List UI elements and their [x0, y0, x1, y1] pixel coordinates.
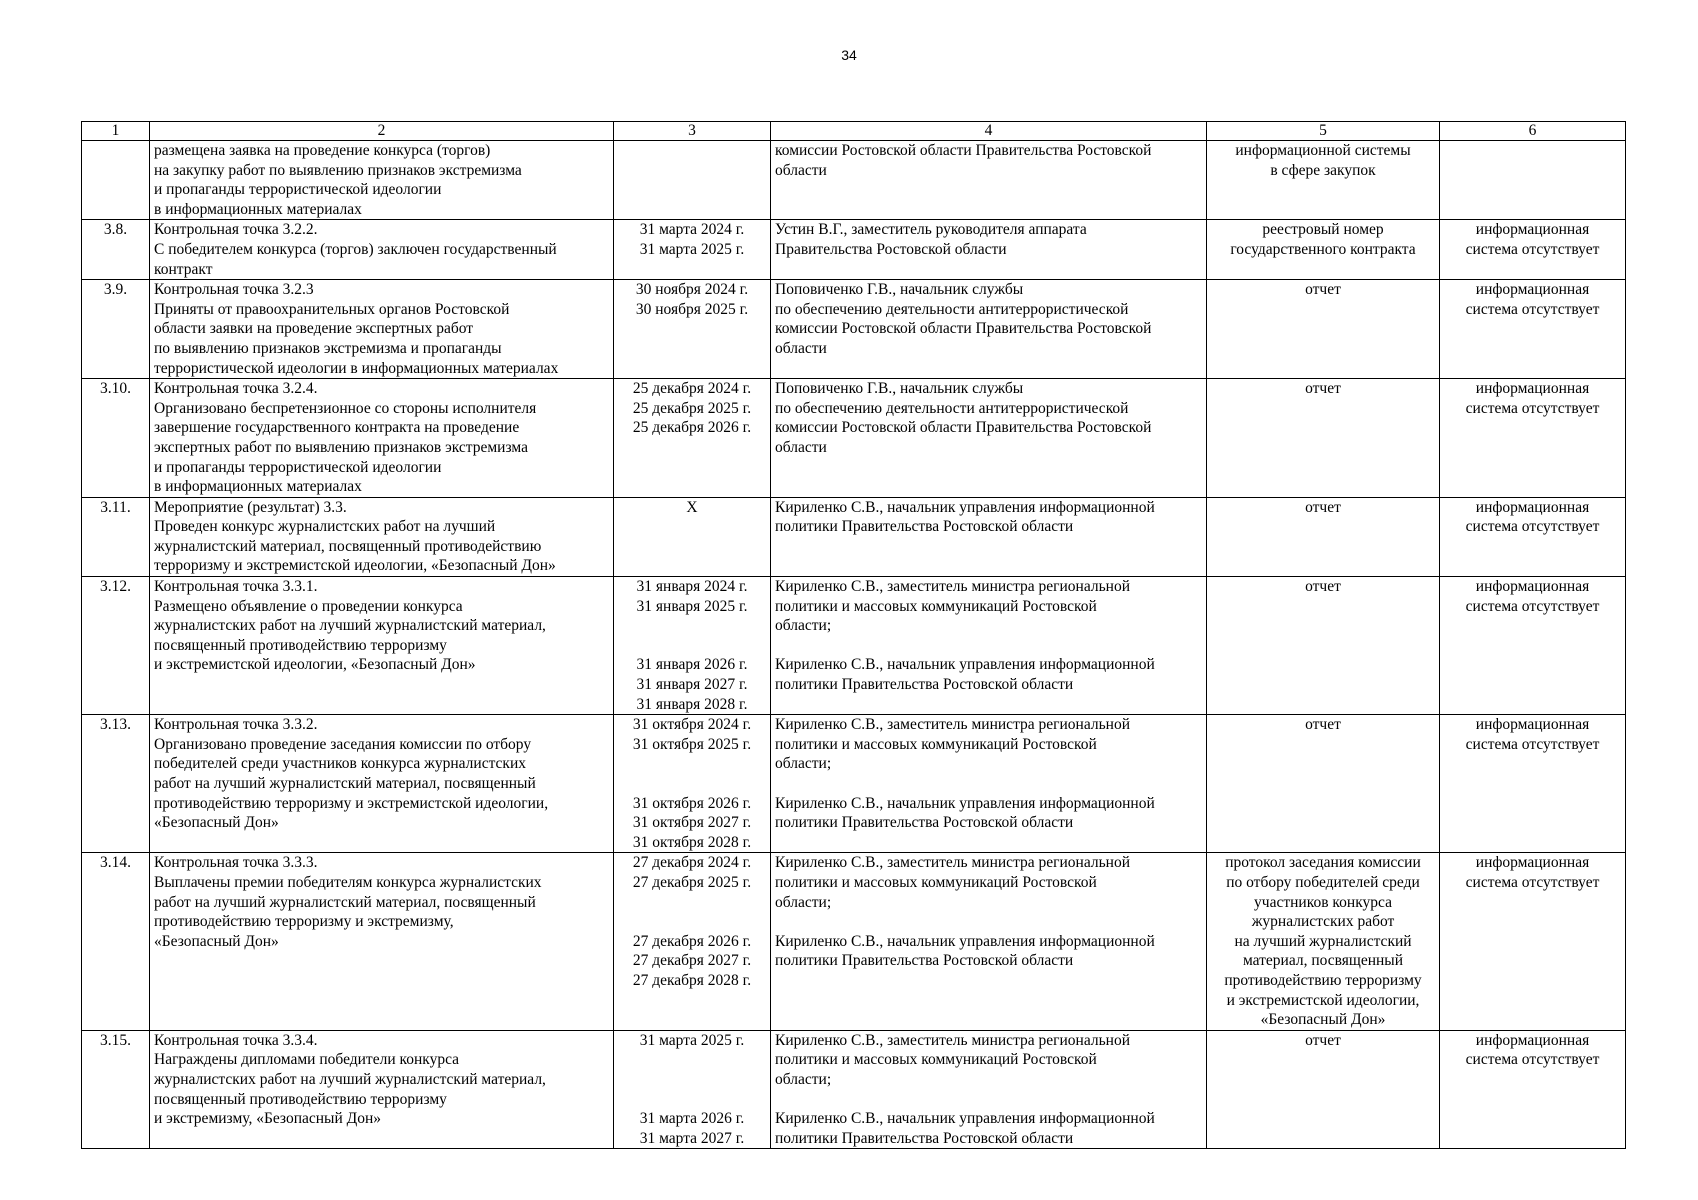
- cell-text-line: 27 декабря 2025 г.: [632, 873, 752, 891]
- cell-text-line: политики Правительства Ростовской области: [775, 518, 1074, 536]
- cell-text-line: 27 декабря 2028 г.: [632, 971, 752, 989]
- blank-line: [618, 774, 766, 794]
- cell-text-line: Кириленко С.В., начальник управления информационной: [775, 932, 1155, 950]
- result-document-cell: [1207, 853, 1440, 1030]
- cell-text-line: отчет: [1305, 1031, 1341, 1049]
- responsible-cell: [771, 220, 1207, 280]
- cell-text-line: Награждены дипломами победители конкурса: [154, 1051, 460, 1069]
- cell-text-line: реестровый номер: [1262, 221, 1384, 239]
- column-header: 4: [771, 122, 1207, 141]
- cell-text-line: информационная: [1475, 498, 1590, 516]
- cell-text-line: завершение государственного контракта на проведение: [154, 419, 520, 437]
- cell-text-line: комиссии Ростовской области Правительства Ростовской: [775, 320, 1152, 338]
- result-document-cell: [1207, 379, 1440, 498]
- blank-line: [618, 1090, 766, 1110]
- result-document-cell: [1207, 220, 1440, 280]
- cell-text-line: «Безопасный Дон»: [154, 932, 279, 950]
- cell-text-line: Проведен конкурс журналистских работ на лучший: [154, 518, 496, 536]
- cell-text-line: система отсутствует: [1465, 735, 1600, 753]
- cell-text-line: политики Правительства Ростовской области: [775, 676, 1074, 694]
- cell-text-line: Контрольная точка 3.3.1.: [154, 578, 318, 596]
- responsible-cell: [771, 1030, 1207, 1149]
- blank-line: [775, 912, 1202, 932]
- cell-text-line: экспертных работ по выявлению признаков экстремизма: [154, 438, 528, 456]
- row-number-cell: [82, 141, 150, 220]
- cell-text-line: победителей среди участников конкурса журналистских: [154, 755, 527, 773]
- event-description-cell: [150, 853, 614, 1030]
- table-row: [82, 220, 1626, 280]
- column-number-row: [82, 122, 1626, 141]
- deadline-cell: [614, 1030, 771, 1149]
- row-number-cell: 3.11.: [82, 497, 150, 576]
- responsible-cell: [771, 497, 1207, 576]
- blank-line: [618, 1070, 766, 1090]
- cell-text-line: Кириленко С.В., заместитель министра региональной: [775, 854, 1131, 872]
- cell-text-line: по отбору победителей среди: [1226, 873, 1420, 891]
- cell-text-line: журналистских работ на лучший журналистский материал,: [154, 617, 546, 635]
- responsible-cell: [771, 715, 1207, 853]
- information-system-cell: [1440, 577, 1626, 715]
- responsible-cell: [771, 379, 1207, 498]
- event-description-cell: [150, 141, 614, 220]
- cell-text-line: Кириленко С.В., заместитель министра региональной: [775, 716, 1131, 734]
- cell-text-line: 30 ноября 2025 г.: [635, 300, 749, 318]
- event-description-cell: [150, 379, 614, 498]
- blank-line: [618, 1050, 766, 1070]
- deadline-cell: [614, 280, 771, 379]
- blank-line: [618, 912, 766, 932]
- cell-text-line: 31 января 2028 г.: [636, 695, 748, 713]
- cell-text-line: Поповиченко Г.В., начальник службы: [775, 281, 1024, 299]
- information-system-cell: [1440, 280, 1626, 379]
- column-header: 5: [1207, 122, 1440, 141]
- column-header: 1: [82, 122, 150, 141]
- cell-text-line: 25 декабря 2024 г.: [632, 380, 752, 398]
- information-system-cell: [1440, 379, 1626, 498]
- cell-text-line: Кириленко С.В., заместитель министра региональной: [775, 578, 1131, 596]
- result-document-cell: [1207, 715, 1440, 853]
- cell-text-line: информационная: [1475, 221, 1590, 239]
- blank-line: [775, 1090, 1202, 1110]
- cell-text-line: журналистских работ: [1251, 913, 1395, 931]
- cell-text-line: 31 марта 2025 г.: [639, 240, 745, 258]
- cell-text-line: на лучший журналистский: [1234, 932, 1412, 950]
- cell-text-line: 27 декабря 2027 г.: [632, 952, 752, 970]
- table-row: [82, 577, 1626, 715]
- cell-text-line: журналистских работ на лучший журналистский материал,: [154, 1070, 546, 1088]
- cell-text-line: Мероприятие (результат) 3.3.: [154, 498, 347, 516]
- cell-text-line: система отсутствует: [1465, 399, 1600, 417]
- cell-text-line: С победителем конкурса (торгов) заключен государственный: [154, 240, 557, 258]
- cell-text-line: 31 октября 2027 г.: [632, 814, 752, 832]
- cell-text-line: и пропаганды террористической идеологии: [154, 181, 442, 199]
- cell-text-line: 31 января 2027 г.: [636, 676, 748, 694]
- cell-text-line: отчет: [1305, 281, 1341, 299]
- table-row: [82, 1030, 1626, 1149]
- cell-text-line: и экстремистской идеологии, «Безопасный Дон»: [154, 656, 476, 674]
- deadline-cell: [614, 577, 771, 715]
- cell-text-line: области: [775, 161, 827, 179]
- cell-text-line: 31 октября 2028 г.: [632, 833, 752, 851]
- cell-text-line: Поповиченко Г.В., начальник службы: [775, 380, 1024, 398]
- information-system-cell: [1440, 497, 1626, 576]
- cell-text-line: 31 января 2026 г.: [636, 656, 748, 674]
- result-document-cell: [1207, 1030, 1440, 1149]
- cell-text-line: по обеспечению деятельности антитеррористической: [775, 300, 1129, 318]
- cell-text-line: политики Правительства Ростовской области: [775, 952, 1074, 970]
- cell-text-line: отчет: [1305, 716, 1341, 734]
- cell-text-line: Кириленко С.В., начальник управления информационной: [775, 498, 1155, 516]
- cell-text-line: работ на лучший журналистский материал, посвященный: [154, 775, 536, 792]
- blank-line: [618, 616, 766, 636]
- cell-text-line: и экстремизму, «Безопасный Дон»: [154, 1110, 382, 1128]
- row-number-cell: 3.14.: [82, 853, 150, 1030]
- cell-text-line: информационной системы: [1235, 142, 1411, 159]
- responsible-cell: [771, 141, 1207, 220]
- information-system-cell: [1440, 853, 1626, 1030]
- cell-text-line: Выплачены премии победителям конкурса журналистских: [154, 873, 542, 891]
- deadline-cell: [614, 141, 771, 220]
- cell-text-line: система отсутствует: [1465, 240, 1600, 258]
- cell-text-line: политики Правительства Ростовской области: [775, 1129, 1074, 1147]
- deadline-cell: [614, 715, 771, 853]
- responsible-cell: [771, 853, 1207, 1030]
- plan-table: [81, 121, 1626, 1149]
- column-header: 6: [1440, 122, 1626, 141]
- cell-text-line: 31 марта 2024 г.: [639, 221, 745, 239]
- cell-text-line: посвященный противодействию терроризму: [154, 636, 447, 654]
- cell-text-line: терроризму и экстремистской идеологии, «Безопасный Дон»: [154, 557, 556, 575]
- cell-text-line: области: [775, 438, 827, 456]
- cell-text-line: Контрольная точка 3.3.3.: [154, 854, 318, 872]
- cell-text-line: участников конкурса: [1254, 893, 1392, 911]
- cell-text-line: области;: [775, 617, 832, 635]
- row-number-cell: 3.12.: [82, 577, 150, 715]
- information-system-cell: [1440, 141, 1626, 220]
- cell-text-line: Контрольная точка 3.3.2.: [154, 716, 318, 734]
- cell-text-line: система отсутствует: [1465, 300, 1600, 318]
- cell-text-line: размещена заявка на проведение конкурса (торгов): [154, 142, 491, 159]
- cell-text-line: отчет: [1305, 498, 1341, 516]
- column-header: 2: [150, 122, 614, 141]
- row-number-cell: 3.10.: [82, 379, 150, 498]
- cell-text-line: система отсутствует: [1465, 597, 1600, 615]
- cell-text-line: Контрольная точка 3.2.3: [154, 281, 314, 299]
- cell-text-line: 31 марта 2027 г.: [639, 1129, 745, 1147]
- cell-text-line: области;: [775, 893, 832, 911]
- row-number-cell: 3.15.: [82, 1030, 150, 1149]
- cell-text-line: 31 октября 2024 г.: [632, 716, 752, 734]
- cell-text-line: «Безопасный Дон»: [1260, 1011, 1386, 1029]
- cell-text-line: 27 декабря 2024 г.: [632, 854, 752, 872]
- event-description-cell: [150, 220, 614, 280]
- cell-text-line: политики и массовых коммуникаций Ростовской: [775, 873, 1097, 891]
- result-document-cell: [1207, 141, 1440, 220]
- cell-text-line: посвященный противодействию терроризму: [154, 1090, 447, 1108]
- deadline-cell: [614, 379, 771, 498]
- result-document-cell: [1207, 280, 1440, 379]
- cell-text-line: материал, посвященный: [1242, 952, 1404, 970]
- cell-text-line: Организовано беспретензионное со стороны исполнителя: [154, 399, 537, 417]
- cell-text-line: Организовано проведение заседания комиссии по отбору: [154, 735, 532, 753]
- cell-text-line: 25 декабря 2025 г.: [632, 399, 752, 417]
- cell-text-line: области: [775, 339, 827, 357]
- cell-text-line: противодействию терроризму и экстремистской идеологии,: [154, 794, 549, 812]
- cell-text-line: 31 октября 2026 г.: [632, 794, 752, 812]
- cell-text-line: Контрольная точка 3.2.4.: [154, 380, 318, 398]
- information-system-cell: [1440, 220, 1626, 280]
- deadline-cell: [614, 220, 771, 280]
- cell-text-line: террористической идеологии в информационных материалах: [154, 359, 559, 377]
- cell-text-line: Размещено объявление о проведении конкурса: [154, 597, 463, 615]
- cell-text-line: 27 декабря 2026 г.: [632, 932, 752, 950]
- cell-text-line: 31 октября 2025 г.: [632, 735, 752, 753]
- table-row: [82, 379, 1626, 498]
- cell-text-line: на закупку работ по выявлению признаков экстремизма: [154, 161, 522, 179]
- table-row: [82, 280, 1626, 379]
- cell-text-line: «Безопасный Дон»: [154, 814, 279, 832]
- deadline-cell: [614, 497, 771, 576]
- row-number-cell: 3.13.: [82, 715, 150, 853]
- cell-text-line: отчет: [1305, 380, 1341, 398]
- cell-text-line: по выявлению признаков экстремизма и пропаганды: [154, 339, 502, 357]
- cell-text-line: 31 января 2025 г.: [636, 597, 748, 615]
- column-header: 3: [614, 122, 771, 141]
- cell-text-line: государственного контракта: [1230, 240, 1416, 258]
- row-number-cell: 3.8.: [82, 220, 150, 280]
- cell-text-line: политики и массовых коммуникаций Ростовской: [775, 1051, 1097, 1069]
- cell-text-line: области;: [775, 1070, 832, 1088]
- cell-text-line: Приняты от правоохранительных органов Ростовской: [154, 300, 510, 318]
- cell-text-line: Кириленко С.В., начальник управления информационной: [775, 656, 1155, 674]
- event-description-cell: [150, 497, 614, 576]
- cell-text-line: политики Правительства Ростовской области: [775, 814, 1074, 832]
- information-system-cell: [1440, 1030, 1626, 1149]
- cell-text-line: система отсутствует: [1465, 518, 1600, 536]
- cell-text-line: информационная: [1475, 716, 1590, 734]
- cell-text-line: информационная: [1475, 1031, 1590, 1049]
- cell-text-line: информационная: [1475, 578, 1590, 596]
- cell-text-line: в информационных материалах: [154, 200, 362, 218]
- cell-text-line: отчет: [1305, 578, 1341, 596]
- cell-text-line: журналистский материал, посвященный противодействию: [154, 537, 542, 555]
- cell-text-line: информационная: [1475, 854, 1590, 872]
- cell-text-line: и пропаганды террористической идеологии: [154, 458, 442, 476]
- cell-text-line: в сфере закупок: [1270, 161, 1376, 179]
- cell-text-line: контракт: [154, 260, 213, 278]
- cell-text-line: информационная: [1475, 380, 1590, 398]
- cell-text-line: 25 декабря 2026 г.: [632, 419, 752, 437]
- cell-text-line: политики и массовых коммуникаций Ростовской: [775, 735, 1097, 753]
- blank-line: [618, 893, 766, 913]
- deadline-cell: [614, 853, 771, 1030]
- cell-text-line: противодействию терроризму: [1224, 971, 1422, 989]
- cell-text-line: X: [686, 498, 698, 516]
- event-description-cell: [150, 715, 614, 853]
- cell-text-line: 30 ноября 2024 г.: [635, 281, 749, 299]
- table-row: [82, 853, 1626, 1030]
- blank-line: [775, 636, 1202, 656]
- responsible-cell: [771, 577, 1207, 715]
- cell-text-line: 31 марта 2025 г.: [639, 1031, 745, 1049]
- table-row: [82, 715, 1626, 853]
- cell-text-line: система отсутствует: [1465, 873, 1600, 891]
- cell-text-line: 31 марта 2026 г.: [639, 1110, 745, 1128]
- cell-text-line: Контрольная точка 3.3.4.: [154, 1031, 318, 1049]
- cell-text-line: работ на лучший журналистский материал, посвященный: [154, 893, 536, 911]
- cell-text-line: в информационных материалах: [154, 478, 362, 496]
- cell-text-line: области;: [775, 755, 832, 773]
- cell-text-line: противодействию терроризму и экстремизму,: [154, 913, 454, 931]
- blank-line: [775, 774, 1202, 794]
- cell-text-line: политики и массовых коммуникаций Ростовской: [775, 597, 1097, 615]
- cell-text-line: Устин В.Г., заместитель руководителя аппарата: [775, 221, 1087, 239]
- blank-line: [618, 754, 766, 774]
- cell-text-line: 31 января 2024 г.: [636, 578, 748, 596]
- cell-text-line: информационная: [1475, 281, 1590, 299]
- cell-text-line: протокол заседания комиссии: [1225, 854, 1421, 872]
- blank-line: [618, 636, 766, 656]
- cell-text-line: области заявки на проведение экспертных работ: [154, 320, 474, 338]
- event-description-cell: [150, 280, 614, 379]
- cell-text-line: Кириленко С.В., начальник управления информационной: [775, 1110, 1155, 1128]
- page-number: 34: [841, 47, 857, 63]
- event-description-cell: [150, 577, 614, 715]
- cell-text-line: Правительства Ростовской области: [775, 240, 1007, 258]
- row-number-cell: 3.9.: [82, 280, 150, 379]
- cell-text-line: по обеспечению деятельности антитеррористической: [775, 399, 1129, 417]
- result-document-cell: [1207, 577, 1440, 715]
- cell-text-line: система отсутствует: [1465, 1051, 1600, 1069]
- table-row: [82, 497, 1626, 576]
- table-row: [82, 141, 1626, 220]
- cell-text-line: Контрольная точка 3.2.2.: [154, 221, 318, 239]
- cell-text-line: Кириленко С.В., начальник управления информационной: [775, 794, 1155, 812]
- cell-text-line: Кириленко С.В., заместитель министра региональной: [775, 1031, 1131, 1049]
- cell-text-line: комиссии Ростовской области Правительства Ростовской: [775, 419, 1152, 437]
- event-description-cell: [150, 1030, 614, 1149]
- information-system-cell: [1440, 715, 1626, 853]
- cell-text-line: и экстремистской идеологии,: [1226, 991, 1420, 1009]
- cell-text-line: комиссии Ростовской области Правительства Ростовской: [775, 142, 1152, 159]
- responsible-cell: [771, 280, 1207, 379]
- result-document-cell: [1207, 497, 1440, 576]
